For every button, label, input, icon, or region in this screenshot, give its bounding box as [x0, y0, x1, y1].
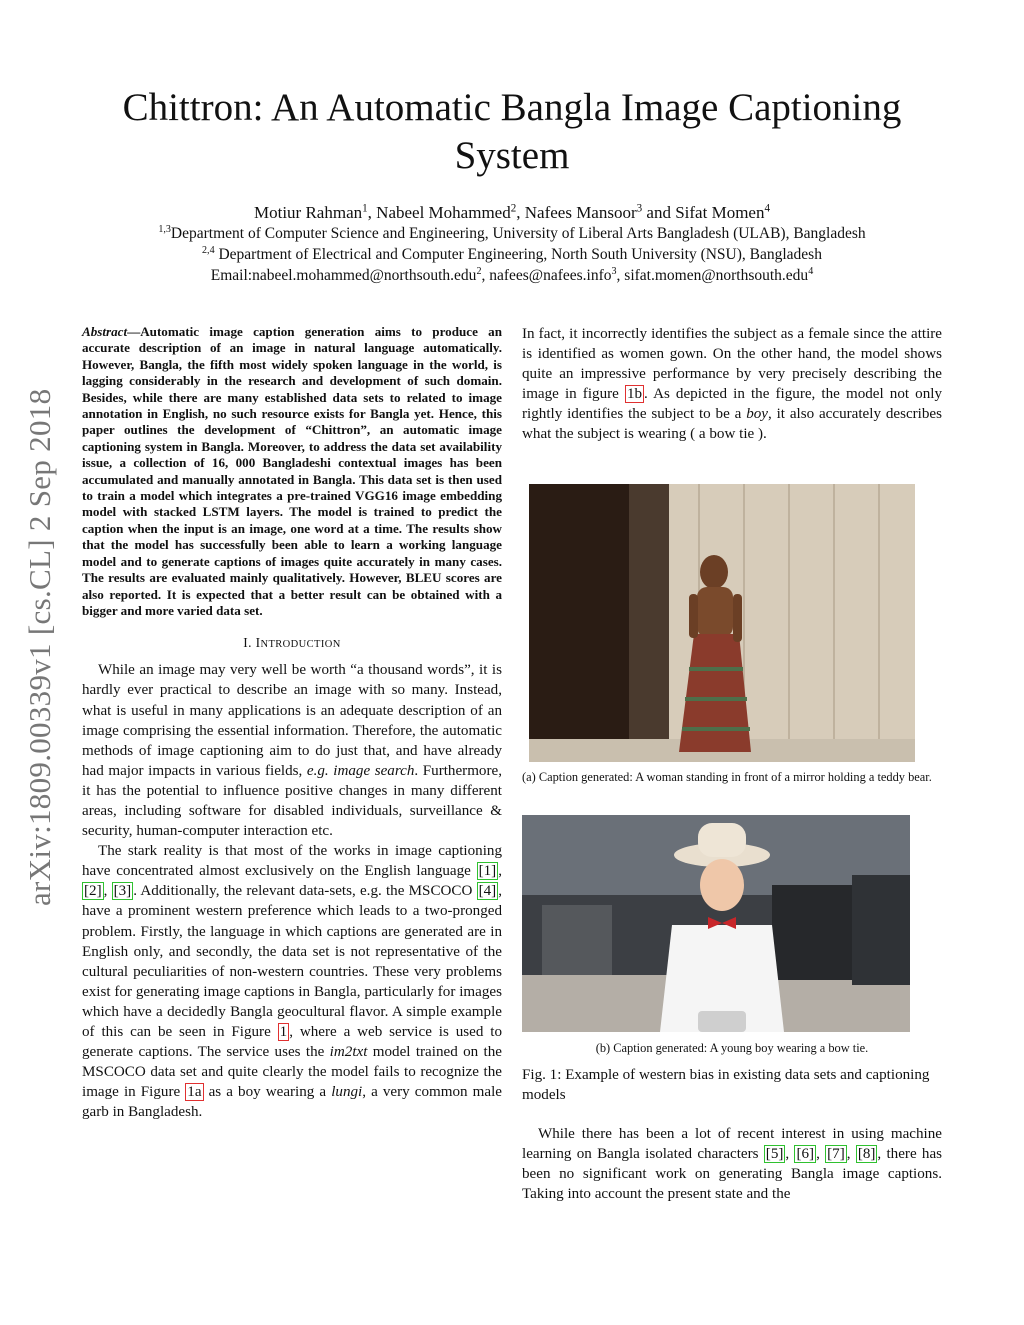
text-run: , have a prominent western preference which leads to a two-pronged problem. Firstly, the language in which captions are generated are in English only, and secondly, the data set is not representative of the cultural peculiarities of non-western countries. These very problems exist for generating image captions in Bangla, particularly for images which have a decidedly Bangla geocultural flavor. A simple example of this can be seen in Figure [82, 883, 502, 1040]
figure-ref-link[interactable]: 1a [187, 1084, 202, 1101]
email-prefix: Email: [210, 267, 253, 284]
figure-1b-photo [522, 815, 910, 1032]
intro-paragraph-1 [82, 660, 502, 841]
text-run: as a boy wearing a [203, 1084, 332, 1101]
text-run: , where a web service is used to generate captions. The service uses the [82, 1024, 502, 1061]
email-link[interactable]: nafees@nafees.info [489, 267, 612, 284]
section-title-rest: NTRODUCTION [260, 639, 341, 651]
text-run: . Furthermore, it has the potential to influence positive changes in many different areas, including software for disabled individuals, surveillance & security, human-computer interaction etc. [82, 762, 502, 840]
separator: , [616, 267, 625, 284]
separator: and [642, 203, 676, 222]
separator: , [816, 1146, 826, 1163]
text-run: , a very common male garb in Bangladesh. [82, 1084, 502, 1121]
abstract-dash: — [127, 324, 141, 339]
text-run: , there has been no significant work on generating Bangla image captions. Taking into account the present state and the [522, 1146, 943, 1203]
author-block [80, 202, 944, 286]
separator: , [367, 203, 377, 222]
separator: , [498, 863, 502, 880]
author-name: Motiur Rahman [254, 203, 363, 222]
citation-link[interactable]: [6] [796, 1146, 815, 1163]
arxiv-identifier: arXiv:1809.00339v1 [cs.CL] 2 Sep 2018 [22, 388, 57, 907]
citation-link[interactable]: [5] [765, 1146, 784, 1163]
affiliation-2 [80, 244, 944, 265]
author-name: Nafees Mansoor [524, 203, 637, 222]
figure-1a-photo [529, 484, 915, 762]
text-run: The stark reality is that most of the works in image captioning have concentrated almost exclusively on the English language [82, 843, 502, 880]
affiliation-text: Department of Computer Science and Engineering, University of Liberal Arts Bangladesh (ULAB), Bangladesh [170, 225, 866, 242]
text-run: . As depicted in the figure, the model not only rightly identifies the subject to be a [522, 386, 942, 423]
right-paragraph-2 [522, 1124, 942, 1204]
author-sup: 4 [764, 202, 770, 215]
text-run: , it also accurately describes what the subject is wearing ( a bow tie ). [522, 406, 942, 443]
text-run: . Additionally, the relevant data-sets, e.g. the MSCOCO [133, 883, 477, 900]
email-link[interactable]: nabeel.mohammed@northsouth.edu [252, 267, 477, 284]
left-column [82, 324, 502, 1122]
section-heading-introduction [82, 635, 502, 651]
right-column-bottom [522, 1124, 942, 1204]
right-paragraph-1 [522, 324, 942, 445]
email-line [80, 265, 944, 286]
intro-paragraph-2 [82, 841, 502, 1122]
abstract [82, 324, 502, 619]
paper-title: Chittron: An Automatic Bangla Image Captioning System [122, 86, 902, 177]
email-sup: 4 [808, 265, 814, 277]
citation-link[interactable]: [2] [84, 883, 102, 900]
separator: , [785, 1146, 795, 1163]
author-name: Sifat Momen [675, 203, 765, 222]
separator: , [846, 1146, 856, 1163]
email-sup: 2 [476, 265, 482, 277]
citation-link[interactable]: [1] [478, 863, 497, 880]
section-number: I. [243, 635, 256, 651]
email-link[interactable]: sifat.momen@northsouth.edu [624, 267, 809, 284]
emphasis: im2txt [329, 1044, 368, 1061]
citation-link[interactable]: [4] [478, 883, 497, 900]
text-run: While there has been a lot of recent interest in using machine learning on Bangla isolated characters [522, 1126, 942, 1163]
affiliation-sup: 1,3 [158, 223, 171, 235]
separator: , [103, 883, 112, 900]
right-column-top [522, 324, 942, 445]
section-initial: I [255, 635, 261, 651]
author-sup: 1 [362, 202, 368, 215]
email-sup: 3 [611, 265, 617, 277]
separator: , [481, 267, 490, 284]
figure-1-caption: Fig. 1: Example of western bias in existing data sets and captioning models [522, 1067, 930, 1104]
figure-1a-illustration [529, 484, 915, 762]
author-sup: 3 [636, 202, 643, 215]
text-run: In fact, it incorrectly identifies the subject as a female since the attire is identified as women gown. On the other hand, the model shows quite an impressive performance by very precisely describing the image in figure [522, 326, 942, 403]
author-name: Nabeel Mohammed [376, 203, 511, 222]
emphasis: lungi [331, 1084, 363, 1101]
abstract-label: Abstract [82, 324, 128, 339]
affiliation-text: Department of Electrical and Computer Engineering, North South University (NSU), Bangladesh [214, 246, 822, 263]
citation-link[interactable]: [7] [827, 1146, 845, 1163]
abstract-text: Automatic image caption generation aims to produce an accurate description of an image in natural language automatically. However, Bangla, the fifth most widely spoken language in the world, is lagging considerably in the research and development of such domain. Besides, while there are many established data sets to related to image annotation in English, no such resource exists for Bangla yet. Hence, this paper outlines the development of “Chittron”, an automatic image captioning system in Bangla. Moreover, to address the data set availability issue, a collection of 16, 000 Bangladeshi contextual images has been accumulated and manually annotated in Bangla. This data set is then used to train a model which integrates a pre-trained VGG16 image embedding model with stacked LSTM layers. The model is trained to predict the caption when the input is an image, one word at a time. The results show that the model has successfully been able to learn a working language model and to generate captions of images quite accurately in many cases. The results are evaluated mainly qualitatively. However, BLEU scores are also reported. It is expected that a better result can be obtained with a bigger and more varied data set. [82, 324, 502, 618]
author-sup: 2 [510, 202, 517, 215]
text-run: model trained on the MSCOCO data set and quite clearly the model fails to recognize the image in Figure [82, 1044, 502, 1101]
affiliation-sup: 2,4 [202, 244, 215, 256]
author-names [80, 202, 944, 223]
emphasis: boy [746, 406, 768, 423]
figure-1a-caption: (a) Caption generated: A woman standing in front of a mirror holding a teddy bear. [522, 770, 932, 784]
figure-ref-link[interactable]: 1b [626, 386, 643, 403]
text-run: While an image may very well be worth “a thousand words”, it is hardly ever practical to describe an image with so many. Instead, what is useful in many applications is an adequate description of an image comprising the essential information. Therefore, the automatic methods of image captioning aim to do just that, and have already had major impacts in various fields, [82, 662, 502, 779]
citation-link[interactable]: [8] [857, 1146, 876, 1163]
separator: , [516, 203, 525, 222]
emphasis: e.g. image search [306, 762, 415, 779]
figure-ref-link[interactable]: 1 [279, 1024, 288, 1040]
figure-1b-caption: (b) Caption generated: A young boy wearing a bow tie. [595, 1041, 869, 1055]
citation-link[interactable]: [3] [113, 883, 132, 900]
affiliation-1 [80, 223, 944, 244]
figure-1b-illustration [522, 815, 910, 1032]
